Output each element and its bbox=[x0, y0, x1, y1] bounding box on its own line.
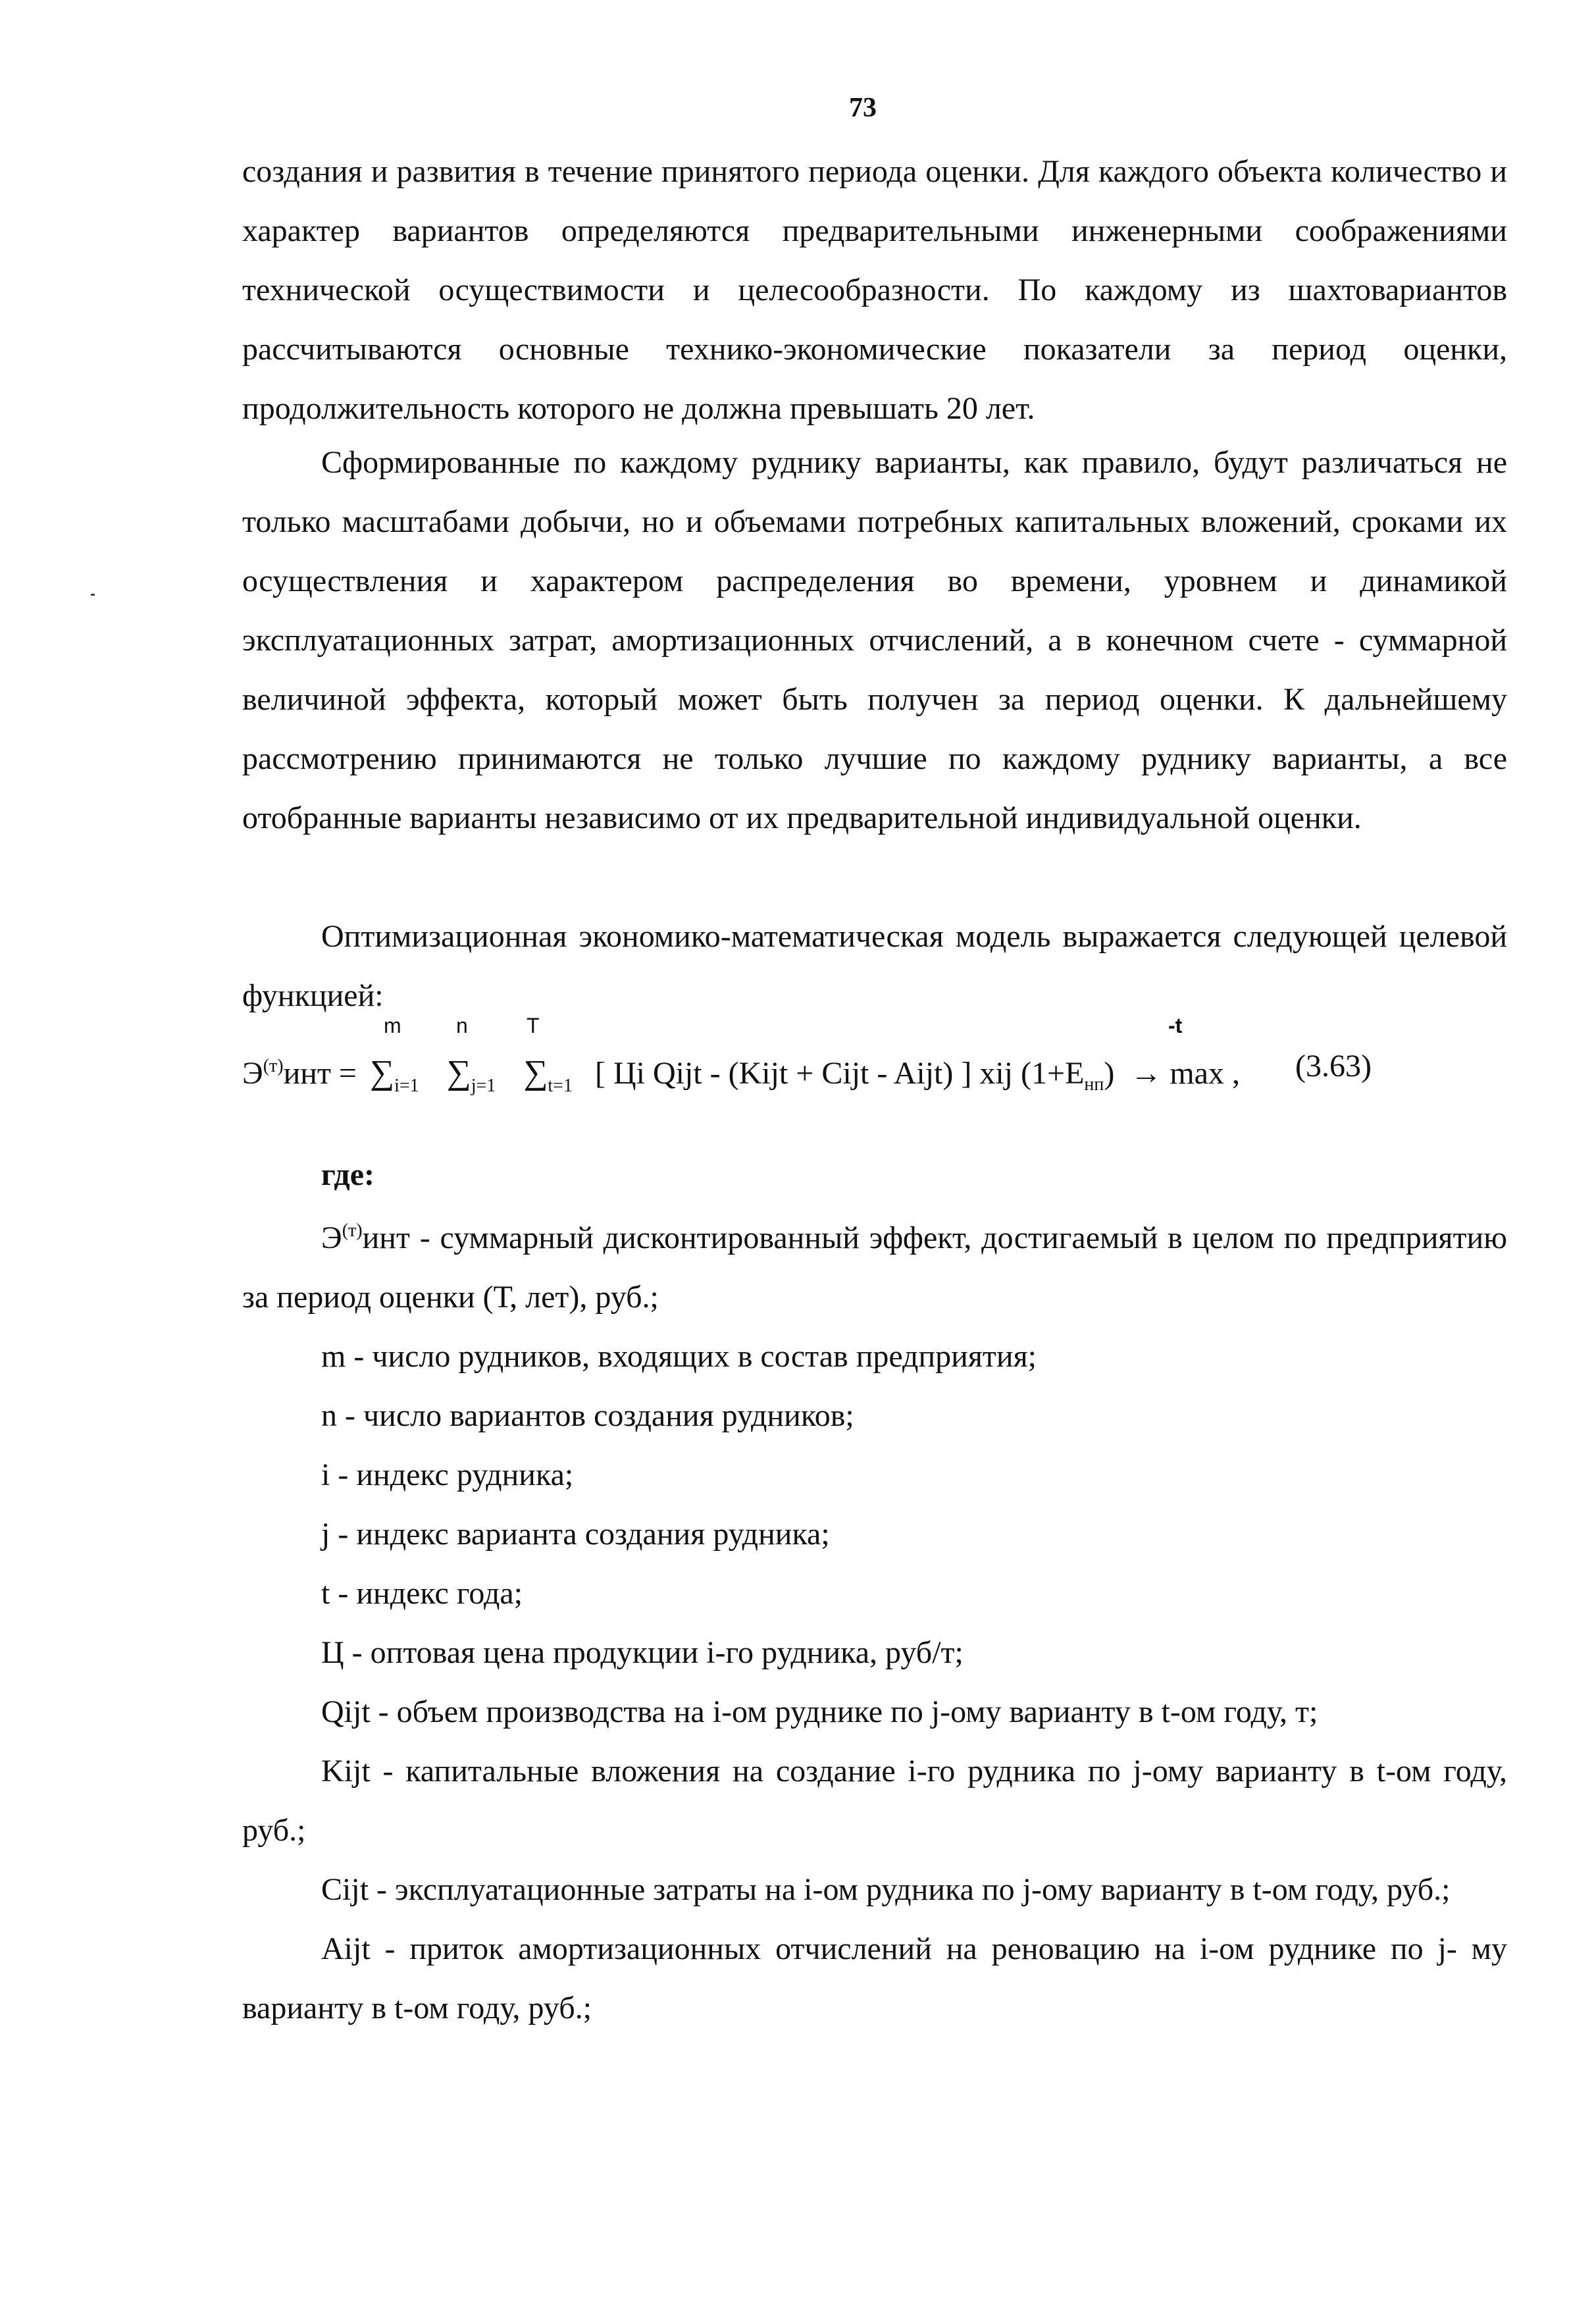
definition-text: Ц - оптовая цена продукции i-го рудника, руб/т; bbox=[321, 1635, 964, 1670]
formula-body: [ Цi Qijt - (Kijt + Cijt - Aijt) ] xij (1+E bbox=[594, 1056, 1085, 1091]
sum-lower-limit-i: i=1 bbox=[394, 1076, 419, 1096]
definition-item bbox=[242, 1564, 1507, 1623]
paragraph-1-text: создания и развития в течение принятого периода оценки. Для каждого объекта количество и характер вариантов определяются предварительными инженерными соображениями технической осуществимости и целесообразности. По каждому из шахтовариантов рассчитываются основные технико-экономические показатели за период оценки, продолжительность которого не должна превышать 20 лет. bbox=[242, 154, 1507, 426]
discount-exponent: -t bbox=[1168, 1014, 1183, 1037]
sum-symbol-j: ∑ bbox=[446, 1054, 471, 1091]
definition-text: инт - суммарный дисконтированный эффект, достигаемый в целом по предприятию за период оценки (Т, лет), руб.; bbox=[242, 1220, 1507, 1315]
scan-artifact-mark bbox=[91, 594, 95, 596]
definition-sup: (т) bbox=[342, 1220, 363, 1241]
definition-text: t - индекс года; bbox=[321, 1576, 523, 1611]
definition-text: j - индекс варианта создания рудника; bbox=[321, 1517, 830, 1552]
sum-lower-limit-t: t=1 bbox=[548, 1076, 573, 1096]
definition-item bbox=[242, 1386, 1507, 1446]
paragraph-2 bbox=[242, 433, 1507, 848]
equation-number: (3.63) bbox=[1295, 1049, 1372, 1084]
definition-text: Cijt - эксплуатационные затраты на i-ом рудника по j-ому варианту в t-ом году, руб.; bbox=[321, 1872, 1451, 1907]
sum-symbol-i: ∑ bbox=[370, 1054, 395, 1091]
formula-lhs-sup: (т) bbox=[263, 1056, 284, 1076]
sum-upper-limit-n: n bbox=[456, 1014, 468, 1037]
definition-item bbox=[242, 1683, 1507, 1742]
objective-function-formula bbox=[242, 1037, 1240, 1116]
formula-body-end: ) bbox=[1104, 1056, 1115, 1091]
definition-item bbox=[242, 1446, 1507, 1505]
definition-item bbox=[242, 1742, 1507, 1860]
definition-item bbox=[242, 1505, 1507, 1564]
definition-pre: Э bbox=[321, 1220, 342, 1255]
formula-body-sub: нп bbox=[1084, 1074, 1104, 1095]
formula-lhs-base: Э bbox=[242, 1056, 263, 1091]
definition-item bbox=[242, 1327, 1507, 1386]
formula-arrow-max: → max , bbox=[1130, 1056, 1240, 1091]
definitions-list bbox=[242, 1201, 1507, 2038]
definition-text: m - число рудников, входящих в состав предприятия; bbox=[321, 1339, 1037, 1374]
sum-symbol-t: ∑ bbox=[523, 1054, 548, 1091]
definition-item bbox=[242, 1623, 1507, 1683]
formula-lhs-rest: инт = bbox=[283, 1056, 357, 1091]
definition-item bbox=[242, 1919, 1507, 2038]
paragraph-2-text: Сформированные по каждому руднику варианты, как правило, будут различаться не только масштабами добычи, но и объемами потребных капитальных вложений, сроками их осуществления и характером распределения во времени, уровнем и динамикой эксплуатационных затрат, амортизационных отчислений, а в конечном счете - суммарной величиной эффекта, который может быть получен за период оценки. К дальнейшему рассмотрению принимаются не только лучшие по каждому руднику варианты, а все отобранные варианты независимо от их предварительной индивидуальной оценки. bbox=[242, 445, 1507, 835]
paragraph-3-text: Оптимизационная экономико-математическая модель выражается следующей целевой функцией: bbox=[242, 919, 1507, 1013]
paragraph-3 bbox=[242, 907, 1507, 1026]
definition-item bbox=[242, 1860, 1507, 1919]
definition-item bbox=[242, 1201, 1507, 1327]
sum-upper-limit-m: m bbox=[384, 1014, 401, 1037]
definition-text: Aijt - приток амортизационных отчислений на реновацию на i-ом руднике по j- му варианту в t-ом году, руб.; bbox=[242, 1931, 1507, 2025]
sum-upper-limit-T: T bbox=[527, 1014, 540, 1037]
where-label: где: bbox=[321, 1157, 374, 1192]
sum-lower-limit-j: j=1 bbox=[471, 1076, 496, 1096]
definition-text: n - число вариантов создания рудников; bbox=[321, 1398, 854, 1433]
definition-text: i - индекс рудника; bbox=[321, 1457, 574, 1492]
definition-text: Qijt - объем производства на i-ом руднике по j-ому варианту в t-ом году, т; bbox=[321, 1694, 1318, 1729]
page-number: 73 bbox=[849, 93, 877, 123]
definition-text: Kijt - капитальные вложения на создание i-го рудника по j-ому варианту в t-ом году, руб.; bbox=[242, 1754, 1507, 1848]
paragraph-1 bbox=[242, 142, 1507, 438]
